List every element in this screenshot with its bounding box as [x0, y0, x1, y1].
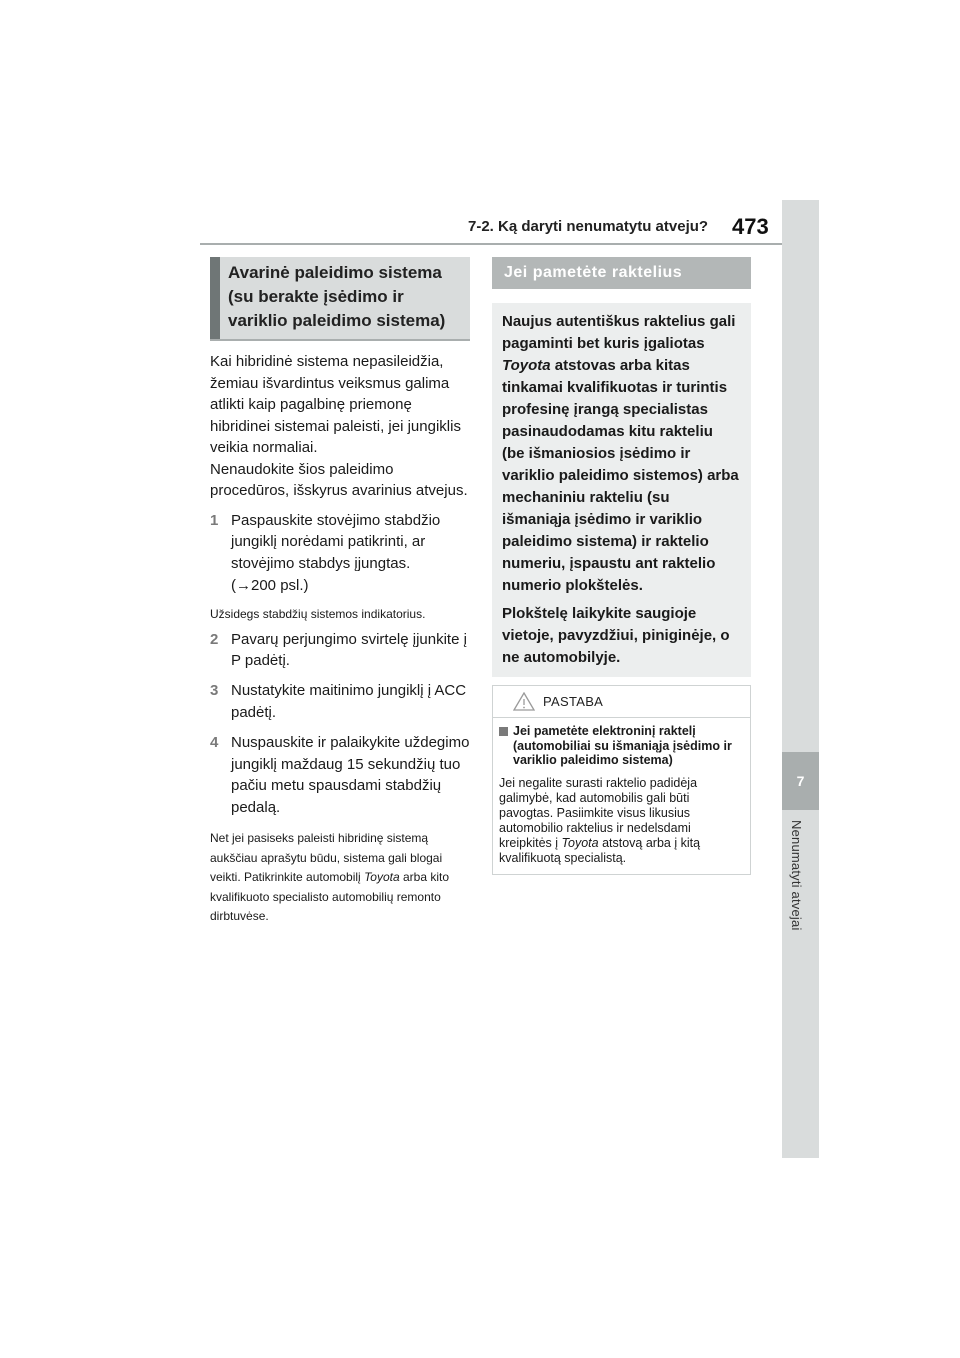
brand-name: Toyota — [364, 870, 400, 885]
final-note-part-b: arba kito kvalifikuoto specialisto automobilių remonto dirbtuvėse. — [210, 870, 450, 924]
intro-paragraph-1: Kai hibridinė sistema nepasileidžia, žemiau išvardintus veiksmus galima atlikti kaip pagalbinę priemonę hibridinei sistemai paleisti, jei jungiklis veikia normaliai. — [210, 353, 461, 456]
step-text: Nuspauskite ir palaikykite uždegimo jungiklį maždaug 15 sekundžių tuo pačiu metu spausdami stabdžių pedalą. — [231, 733, 470, 817]
note-item-text: Jei pametėte elektroninį raktelį (automobiliai su išmaniąja įsėdimo ir variklio paleidimo sistema) — [513, 724, 732, 767]
intro-text — [210, 351, 470, 502]
note-body-part-b: atstovą arba į kitą kvalifikuotą specialistą. — [499, 835, 701, 865]
note-body — [499, 776, 742, 866]
step-number: 2 — [210, 630, 219, 648]
info-part-a: Naujus autentiškus raktelius gali pagaminti bet kuris įgaliotas — [502, 313, 736, 352]
step-2 — [210, 629, 470, 673]
bullet-square-icon — [499, 727, 508, 736]
left-column — [210, 257, 470, 927]
brand-name: Toyota — [561, 835, 599, 850]
heading-divider — [210, 339, 470, 341]
step-1 — [210, 510, 470, 597]
warning-triangle-icon — [513, 692, 535, 711]
emergency-start-heading: Avarinė paleidimo sistema (su berakte įsėdimo ir variklio paleidimo sistema) — [210, 257, 470, 339]
step-number: 3 — [210, 682, 219, 700]
header-divider — [200, 243, 784, 245]
step-1-text: Paspauskite stovėjimo stabdžio jungiklį norėdami patikrinti, ar stovėjimo stabdys įjungtas. — [231, 511, 441, 573]
brand-name: Toyota — [502, 357, 551, 374]
note-divider — [493, 717, 750, 718]
step-text: Nustatykite maitinimo jungiklį į ACC padėtį. — [231, 682, 467, 722]
step-number: 4 — [210, 733, 219, 751]
right-column — [492, 257, 751, 875]
step-1-note: Užsidegs stabdžių sistemos indikatorius. — [210, 606, 426, 621]
step-text — [231, 510, 470, 597]
final-note-part-a: Net jei pasiseks paleisti hibridinę sistemą aukščiau aprašytu būdu, sistema gali blogai veikti. Patikrinkite automobilį — [210, 831, 443, 885]
step-number: 1 — [210, 511, 219, 529]
info-part-b: atstovas arba kitas tinkamai kvalifikuotas ir turintis profesinę įrangą specialistas pasinaudodamas kitu rakteliu (be išmaniosios įsėdimo ir variklio paleidimo sistemos) arba mechaniniu rakteliu (su išmaniąja įsėdimo ir variklio paleidimo sistema) ir raktelio numeriu, įspaustu ant raktelio numerio plokštelės. — [502, 357, 739, 594]
final-note — [210, 829, 470, 927]
step-4 — [210, 732, 470, 819]
page-number: 473 — [732, 214, 769, 239]
note-header — [499, 692, 742, 711]
step-text: Pavarų perjungimo svirtelę įjunkite į P padėtį. — [231, 630, 467, 670]
note-item — [499, 724, 742, 768]
chapter-label: Nenumatyti atvejai — [789, 820, 804, 931]
info-paragraph-2: Plokštelę laikykite saugioje vietoje, pavyzdžiui, piniginėje, o ne automobilyje. — [502, 605, 730, 666]
section-title: 7-2. Ką daryti nenumatytu atveju? — [468, 218, 709, 235]
chapter-number: 7 — [782, 752, 819, 810]
intro-paragraph-2: Nenaudokite šios paleidimo procedūros, išskyrus avarinius atvejus. — [210, 460, 468, 499]
caution-note-box — [492, 685, 751, 875]
lost-keys-banner: Jei pametėte raktelius — [492, 257, 751, 289]
step-3 — [210, 680, 470, 724]
note-body-part-a: Jei negalite surasti raktelio padidėja galimybė, kad automobilis gali būti pavogtas. Pasiimkite visus likusius automobilio raktelius ir nedelsdami kreipkitės į — [499, 775, 698, 850]
lost-keys-info-box — [492, 303, 751, 677]
page-reference: (→200 psl.) — [231, 576, 309, 594]
chapter-side-tab — [782, 200, 819, 1158]
note-title: PASTABA — [543, 694, 604, 709]
info-paragraph-1 — [502, 311, 739, 597]
